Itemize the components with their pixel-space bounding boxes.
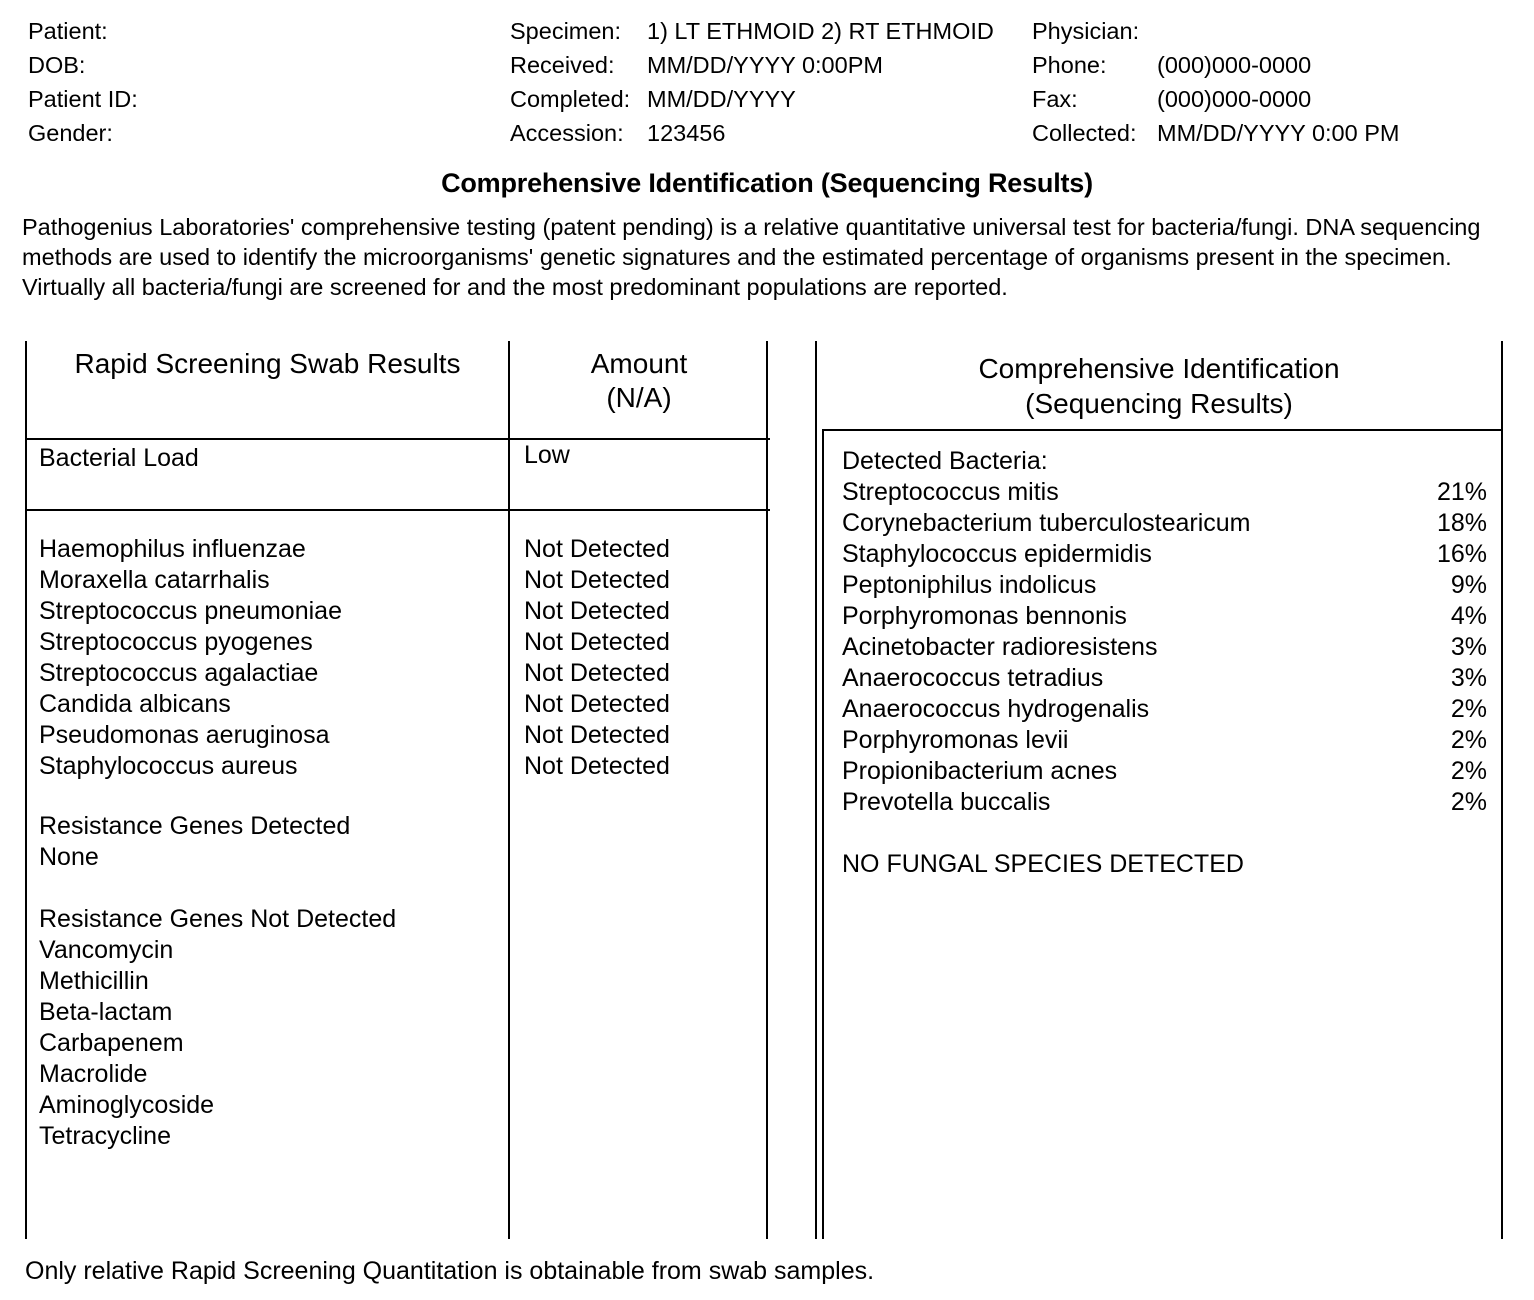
bacteria-percent: 4% <box>1450 602 1487 630</box>
header-field-phone <box>1032 48 1532 82</box>
list-item: Macrolide <box>39 1060 148 1088</box>
header-value-collected: MM/DD/YYYY 0:00 PM <box>1157 120 1400 146</box>
bacteria-percent: 21% <box>1436 478 1487 506</box>
bacteria-name: Anaerococcus hydrogenalis <box>842 695 1150 723</box>
list-item: Tetracycline <box>39 1122 171 1150</box>
list-item: Methicillin <box>39 967 149 995</box>
header-label-specimen: Specimen: <box>510 18 622 44</box>
header-field-physician <box>1032 14 1532 48</box>
bacteria-name: Prevotella buccalis <box>842 788 1051 816</box>
bacterial-load-value: Low <box>524 441 570 469</box>
header-field-received <box>510 48 1025 82</box>
header-label-collected: Collected: <box>1032 120 1137 146</box>
header-label-fax: Fax: <box>1032 86 1078 112</box>
list-item: None <box>39 843 99 871</box>
header-value-received: MM/DD/YYYY 0:00PM <box>647 52 883 78</box>
header-column-patient <box>28 14 488 150</box>
bacteria-percent: 18% <box>1436 509 1487 537</box>
table-row <box>842 477 1487 508</box>
bacteria-name: Porphyromonas bennonis <box>842 602 1127 630</box>
bacteria-name: Staphylococcus epidermidis <box>842 540 1152 568</box>
column-header-amount-line1: Amount <box>590 348 688 379</box>
bacteria-percent: 2% <box>1450 695 1487 723</box>
header-field-collected <box>1032 116 1532 150</box>
list-item-value: Not Detected <box>524 535 670 563</box>
resistance-genes-section <box>39 811 499 1152</box>
list-item: Streptococcus pyogenes <box>39 628 313 656</box>
table-row <box>842 725 1487 756</box>
table-row <box>842 632 1487 663</box>
list-item: Pseudomonas aeruginosa <box>39 721 330 749</box>
header-label-gender: Gender: <box>28 120 113 146</box>
list-item-value: Not Detected <box>524 566 670 594</box>
header-value-fax: (000)000-0000 <box>1157 86 1312 112</box>
table-row <box>842 570 1487 601</box>
patient-header-block <box>0 14 1534 159</box>
table-header-rule <box>27 438 770 440</box>
header-field-specimen <box>510 14 1025 48</box>
list-item: Carbapenem <box>39 1029 184 1057</box>
resistance-genes-not-detected-heading: Resistance Genes Not Detected <box>39 905 397 933</box>
detected-bacteria-label: Detected Bacteria: <box>842 447 1048 475</box>
header-label-phone: Phone: <box>1032 52 1107 78</box>
section-spacer <box>842 818 1487 849</box>
page-title: Comprehensive Identification (Sequencing Results) <box>441 168 1093 198</box>
header-field-fax <box>1032 82 1532 116</box>
table-row <box>842 787 1487 818</box>
header-label-physician: Physician: <box>1032 18 1140 44</box>
panel-header-line1: Comprehensive Identification <box>978 353 1340 384</box>
list-item: Moraxella catarrhalis <box>39 566 270 594</box>
bacteria-percent: 2% <box>1450 726 1487 754</box>
panel-header-rule <box>822 429 1501 431</box>
table-row <box>842 756 1487 787</box>
footer-note: Only relative Rapid Screening Quantitation is obtainable from swab samples. <box>25 1257 875 1285</box>
list-item: Aminoglycoside <box>39 1091 215 1119</box>
panel-header-line2: (Sequencing Results) <box>1025 388 1293 419</box>
panel-body <box>842 446 1487 880</box>
organism-name-list <box>39 534 499 782</box>
results-area <box>0 341 1534 1239</box>
header-value-completed: MM/DD/YYYY <box>647 86 796 112</box>
list-item-value: Not Detected <box>524 597 670 625</box>
header-field-gender <box>28 116 488 150</box>
header-label-completed: Completed: <box>510 86 631 112</box>
list-item-value: Not Detected <box>524 721 670 749</box>
header-value-accession: 123456 <box>647 120 726 146</box>
header-field-dob <box>28 48 488 82</box>
header-label-received: Received: <box>510 52 615 78</box>
table-row <box>842 539 1487 570</box>
header-field-patient <box>28 14 488 48</box>
list-item: Haemophilus influenzae <box>39 535 306 563</box>
header-column-specimen <box>510 14 1025 150</box>
header-value-specimen: 1) LT ETHMOID 2) RT ETHMOID <box>647 18 994 44</box>
section-spacer <box>39 873 499 904</box>
bacteria-percent: 3% <box>1450 664 1487 692</box>
table-row <box>842 663 1487 694</box>
list-item: Vancomycin <box>39 936 174 964</box>
table-bacterial-load-rule <box>27 509 770 511</box>
bacteria-name: Anaerococcus tetradius <box>842 664 1104 692</box>
header-column-physician <box>1032 14 1532 150</box>
column-header-amount <box>510 341 768 438</box>
list-item: Staphylococcus aureus <box>39 752 298 780</box>
bacteria-name: Porphyromonas levii <box>842 726 1069 754</box>
panel-header <box>817 341 1501 421</box>
bacteria-percent: 3% <box>1450 633 1487 661</box>
header-value-phone: (000)000-0000 <box>1157 52 1312 78</box>
fungal-status: NO FUNGAL SPECIES DETECTED <box>842 850 1244 878</box>
list-item: Streptococcus pneumoniae <box>39 597 342 625</box>
comprehensive-identification-panel <box>815 341 1503 1239</box>
list-item-value: Not Detected <box>524 752 670 780</box>
bacteria-percent: 9% <box>1450 571 1487 599</box>
intro-paragraph: Pathogenius Laboratories' comprehensive testing (patent pending) is a relative quantitative universal test for bacteria/fungi. DNA sequencing methods are used to identify the microorganisms' genetic signatures and the estimated percentage of organisms present in the specimen. Virtually all bacteria/fungi are screened for and the most predominant populations are reported. <box>22 214 1481 300</box>
bacteria-percent: 16% <box>1436 540 1487 568</box>
list-item-value: Not Detected <box>524 690 670 718</box>
list-item-value: Not Detected <box>524 659 670 687</box>
header-field-accession <box>510 116 1025 150</box>
header-label-patient: Patient: <box>28 18 108 44</box>
bacteria-name: Corynebacterium tuberculostearicum <box>842 509 1251 537</box>
bacteria-percent: 2% <box>1450 757 1487 785</box>
resistance-genes-detected-heading: Resistance Genes Detected <box>39 812 351 840</box>
table-row <box>842 694 1487 725</box>
list-item: Candida albicans <box>39 690 231 718</box>
bacterial-load-label: Bacterial Load <box>39 444 199 472</box>
bacteria-name: Acinetobacter radioresistens <box>842 633 1158 661</box>
header-field-completed <box>510 82 1025 116</box>
bacteria-name: Propionibacterium acnes <box>842 757 1118 785</box>
organism-amount-list <box>524 534 769 782</box>
panel-inner-left-rule <box>822 429 824 1239</box>
table-row <box>842 601 1487 632</box>
column-header-amount-line2: (N/A) <box>606 382 672 413</box>
column-header-rapid-screening: Rapid Screening Swab Results <box>74 348 461 379</box>
list-item: Streptococcus agalactiae <box>39 659 319 687</box>
header-label-accession: Accession: <box>510 120 624 146</box>
bacteria-name: Peptoniphilus indolicus <box>842 571 1097 599</box>
list-item: Beta-lactam <box>39 998 173 1026</box>
header-field-patient-id <box>28 82 488 116</box>
bacteria-name: Streptococcus mitis <box>842 478 1059 506</box>
list-item-value: Not Detected <box>524 628 670 656</box>
table-column-divider <box>508 341 510 1239</box>
header-label-dob: DOB: <box>28 52 86 78</box>
header-label-patient-id: Patient ID: <box>28 86 138 112</box>
rapid-screening-table <box>25 341 768 1239</box>
table-row <box>842 508 1487 539</box>
bacteria-percent: 2% <box>1450 788 1487 816</box>
